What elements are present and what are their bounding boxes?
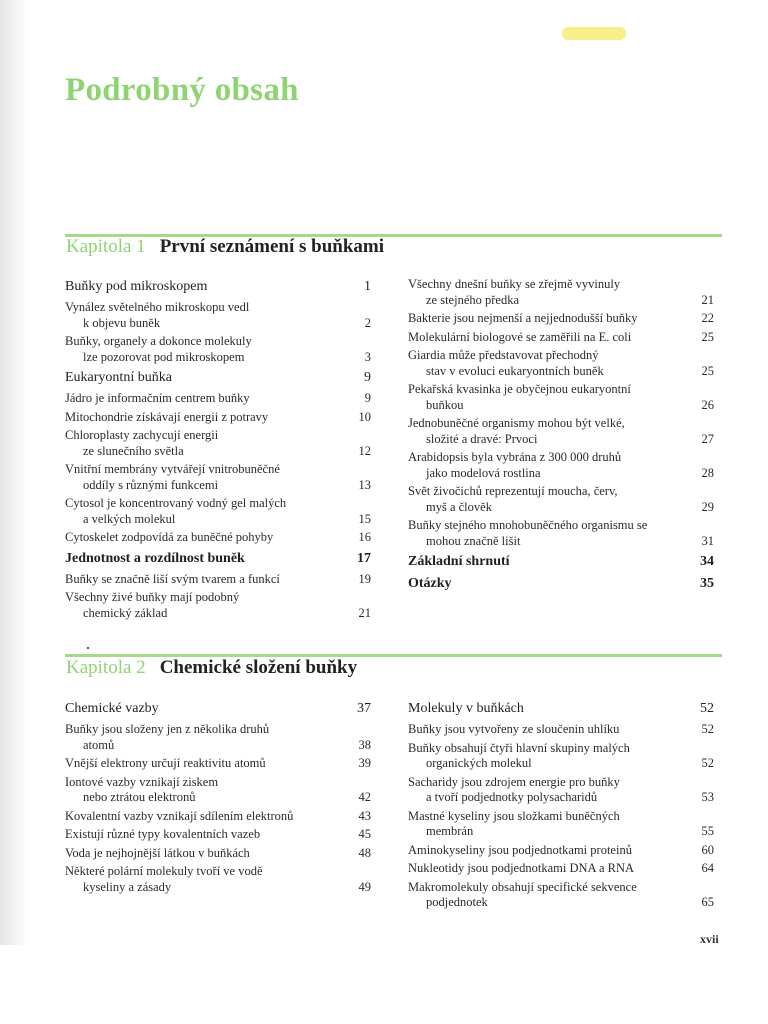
page-number-ref: 15 (358, 511, 371, 526)
page-number-ref: 26 (701, 397, 714, 412)
entry-title (65, 496, 337, 527)
section-title: Chemické vazby (65, 701, 159, 716)
entry-title (408, 311, 680, 327)
toc-entry (65, 391, 371, 407)
entry-title-line: Buňky, organely a dokonce molekuly (65, 334, 252, 348)
toc-entry (408, 348, 714, 379)
section-title: Jednotnost a rozdílnost buněk (65, 550, 245, 566)
entry-title (65, 722, 337, 753)
toc-entry (65, 756, 371, 772)
toc-section-heading (65, 550, 371, 568)
entry-title-line: atomů (83, 737, 115, 752)
toc-entry (65, 590, 371, 621)
toc-entry (408, 775, 714, 806)
toc-section-heading (408, 575, 714, 593)
section-title: Základní shrnutí (408, 554, 510, 569)
entry-title (65, 334, 337, 365)
page-number-ref: 12 (358, 443, 371, 458)
toc-section-heading (408, 553, 714, 571)
section-title: Eukaryontní buňka (65, 370, 172, 385)
page-number-ref: 34 (700, 554, 714, 569)
entry-title (65, 410, 337, 426)
entry-title-line: Buňky jsou vytvořeny ze sloučenin uhlíku (408, 722, 620, 736)
entry-title-line: oddíly s různými funkcemi (83, 477, 219, 492)
page-title: Podrobný obsah (65, 72, 299, 108)
toc-entry (408, 484, 714, 515)
toc-entry (408, 741, 714, 772)
entry-title-line: Makromolekuly obsahují specifické sekvence (408, 879, 637, 894)
entry-title-line: k objevu buněk (83, 315, 161, 330)
entry-title (408, 809, 680, 840)
page-number-ref: 22 (701, 311, 714, 325)
page-number-ref: 52 (700, 701, 714, 716)
page-number: xvii (700, 932, 719, 946)
section-title: Otázky (408, 576, 452, 591)
page-number-ref: 31 (701, 533, 714, 548)
page-edge-shadow (0, 0, 30, 945)
entry-title-line: ze stejného předka (426, 292, 520, 307)
entry-title-line: Arabidopsis byla vybrána z 300 000 druhů (408, 450, 622, 464)
page-number-ref: 42 (358, 790, 371, 804)
entry-title (65, 572, 337, 588)
entry-title-line: Jednobuněčné organismy mohou být velké, (408, 416, 625, 430)
chapter-2-left-column (65, 696, 371, 898)
chapter-2-title: Chemické složení buňky (159, 657, 358, 678)
page-number-ref: 35 (700, 576, 714, 591)
page-number-ref: 2 (364, 315, 371, 330)
entry-title (65, 775, 337, 806)
page-number-ref: 17 (357, 550, 371, 566)
toc-entry (65, 572, 371, 588)
entry-title (408, 741, 680, 772)
entry-title-line: lze pozorovat pod mikroskopem (83, 349, 245, 364)
entry-title-line: mohou značně lišit (426, 533, 521, 548)
entry-title (408, 450, 680, 481)
toc-section-heading (65, 369, 371, 387)
entry-title-line: a velkých molekul (83, 511, 176, 526)
entry-title-line: Bakterie jsou nejmenší a nejjednodušší buňky (408, 311, 638, 325)
toc-entry (65, 462, 371, 493)
stray-mark (87, 647, 89, 649)
entry-title (408, 861, 680, 877)
entry-title (65, 864, 337, 895)
entry-title (408, 382, 680, 413)
page-number-ref: 25 (701, 329, 714, 344)
page-number-ref: 37 (357, 701, 371, 716)
chapter-1-heading (66, 236, 384, 258)
entry-title-line: membrán (426, 824, 474, 838)
chapter-2-heading (66, 657, 357, 679)
entry-title-line: Buňky se značně liší svým tvarem a funkcí (65, 571, 280, 586)
entry-title-line: chemický základ (83, 605, 168, 620)
section-title: Molekuly v buňkách (408, 701, 524, 716)
toc-entry (65, 775, 371, 806)
entry-title-line: Buňky obsahují čtyři hlavní skupiny malých (408, 740, 630, 755)
toc-entry (408, 809, 714, 840)
toc-entry (65, 300, 371, 331)
toc-entry (65, 410, 371, 426)
entry-title (408, 722, 680, 738)
entry-title-line: Mitochondrie získávají energii z potravy (65, 409, 269, 424)
entry-title-line: Buňky jsou složeny jen z několika druhů (65, 722, 270, 736)
entry-title (65, 809, 337, 825)
chapter-1-left-column (65, 274, 371, 624)
toc-entry (408, 861, 714, 877)
entry-title (408, 518, 680, 549)
entry-title (408, 880, 680, 911)
page-number-ref: 10 (358, 409, 371, 424)
page-number-ref: 25 (701, 363, 714, 378)
toc-entry (408, 450, 714, 481)
toc-section-heading (408, 700, 714, 718)
entry-title (65, 391, 337, 407)
page-number-ref: 39 (358, 756, 371, 770)
entry-title-line: Cytoskelet zodpovídá za buněčné pohyby (65, 530, 274, 544)
page-number-ref: 21 (701, 292, 714, 307)
page-number-ref: 19 (358, 571, 371, 586)
entry-title-line: Cytosol je koncentrovaný vodný gel malých (65, 496, 287, 510)
entry-title-line: Vynález světelného mikroskopu vedl (65, 300, 250, 314)
toc-entry (408, 518, 714, 549)
entry-title-line: Iontové vazby vznikají ziskem (65, 774, 219, 789)
toc-entry (408, 722, 714, 738)
entry-title-line: Všechny živé buňky mají podobný (65, 590, 240, 604)
page-number-ref: 52 (701, 756, 714, 770)
entry-title-line: podjednotek (426, 895, 488, 909)
entry-title-line: Chloroplasty zachycují energii (65, 428, 219, 442)
entry-title (65, 300, 337, 331)
entry-title-line: ze slunečního světla (83, 443, 184, 458)
page-number-ref: 27 (701, 431, 714, 446)
entry-title-line: Vnější elektrony určují reaktivitu atomů (65, 756, 266, 770)
toc-entry (65, 809, 371, 825)
entry-title (408, 348, 680, 379)
section-title: Buňky pod mikroskopem (65, 279, 208, 294)
chapter-1-label: Kapitola 1 (66, 236, 146, 257)
entry-title (408, 277, 680, 308)
page-number-ref: 9 (364, 370, 371, 385)
entry-title-line: myš a člověk (426, 499, 492, 514)
page-number-ref: 45 (358, 827, 371, 841)
entry-title-line: a tvoří podjednotky polysacharidů (426, 790, 598, 804)
chapter-2-label: Kapitola 2 (66, 657, 146, 678)
entry-title (408, 330, 680, 346)
toc-entry (65, 722, 371, 753)
toc-entry (408, 277, 714, 308)
entry-title (65, 827, 337, 843)
entry-title (408, 484, 680, 515)
page-number-ref: 29 (701, 499, 714, 514)
entry-title-line: Molekulární biologové se zaměřili na E. coli (408, 329, 632, 344)
page-number-ref: 64 (701, 861, 714, 875)
entry-title-line: složité a dravé: Prvoci (426, 431, 538, 446)
entry-title-line: kyseliny a zásady (83, 879, 172, 894)
toc-section-heading (65, 700, 371, 718)
entry-title-line: stav v evoluci eukaryontních buněk (426, 363, 604, 378)
entry-title-line: buňkou (426, 397, 464, 412)
entry-title (408, 775, 680, 806)
toc-entry (408, 382, 714, 413)
toc-entry (65, 827, 371, 843)
page-number-ref: 53 (701, 790, 714, 804)
entry-title-line: Existují různé typy kovalentních vazeb (65, 827, 261, 841)
entry-title-line: Nukleotidy jsou podjednotkami DNA a RNA (408, 861, 635, 875)
toc-section-heading (65, 278, 371, 296)
page-number-ref: 38 (358, 737, 371, 752)
page-number-ref: 65 (701, 895, 714, 909)
toc-entry (65, 496, 371, 527)
entry-title-line: Aminokyseliny jsou podjednotkami proteinů (408, 842, 632, 857)
chapter-1-title: První seznámení s buňkami (159, 236, 385, 257)
entry-title-line: Kovalentní vazby vznikají sdílením elektronů (65, 808, 294, 823)
entry-title (65, 756, 337, 772)
page-number-ref: 28 (701, 465, 714, 480)
entry-title (65, 462, 337, 493)
entry-title-line: Všechny dnešní buňky se zřejmě vyvinuly (408, 277, 621, 291)
page-number-ref: 60 (701, 842, 714, 857)
entry-title-line: Voda je nejhojnější látkou v buňkách (65, 845, 250, 860)
page-number-ref: 52 (701, 722, 714, 736)
page-number-ref: 9 (364, 391, 371, 405)
entry-title-line: Buňky stejného mnohobuněčného organismu se (408, 518, 648, 532)
toc-entry (408, 330, 714, 346)
page-number-ref: 21 (358, 605, 371, 620)
entry-title (65, 530, 337, 546)
entry-title-line: Giardia může představovat přechodný (408, 348, 599, 362)
entry-title (65, 428, 337, 459)
toc-entry (408, 311, 714, 327)
page-number-ref: 43 (358, 808, 371, 823)
entry-title (65, 846, 337, 862)
page-number-ref: 13 (358, 477, 371, 492)
entry-title (408, 416, 680, 447)
entry-title (65, 590, 337, 621)
page-number-ref: 48 (358, 845, 371, 860)
entry-title-line: Sacharidy jsou zdrojem energie pro buňky (408, 774, 620, 789)
entry-title-line: organických molekul (426, 756, 532, 770)
toc-entry (65, 334, 371, 365)
chapter-1-right-column (408, 277, 714, 597)
entry-title-line: jako modelová rostlina (426, 465, 541, 480)
entry-title-line: Jádro je informačním centrem buňky (65, 391, 250, 405)
entry-title (408, 843, 680, 859)
entry-title-line: Mastné kyseliny jsou složkami buněčných (408, 808, 620, 823)
toc-entry (408, 416, 714, 447)
chapter-2-right-column (408, 696, 714, 914)
entry-title-line: nebo ztrátou elektronů (83, 790, 196, 804)
toc-entry (65, 428, 371, 459)
entry-title-line: Svět živočichů reprezentují moucha, červ, (408, 484, 618, 498)
page-number-ref: 55 (701, 824, 714, 838)
page-number-ref: 1 (364, 279, 371, 294)
page-number-ref: 16 (358, 530, 371, 544)
toc-entry (408, 880, 714, 911)
toc-entry (408, 843, 714, 859)
page-number-ref: 3 (364, 349, 371, 364)
entry-title-line: Pekařská kvasinka je obyčejnou eukaryontní (408, 382, 631, 396)
page-number-ref: 49 (358, 879, 371, 894)
toc-entry (65, 530, 371, 546)
entry-title-line: Vnitřní membrány vytvářejí vnitrobuněčné (65, 462, 280, 476)
entry-title-line: Některé polární molekuly tvoří ve vodě (65, 864, 263, 878)
toc-entry (65, 846, 371, 862)
toc-entry (65, 864, 371, 895)
page-tab-marker (562, 27, 626, 40)
